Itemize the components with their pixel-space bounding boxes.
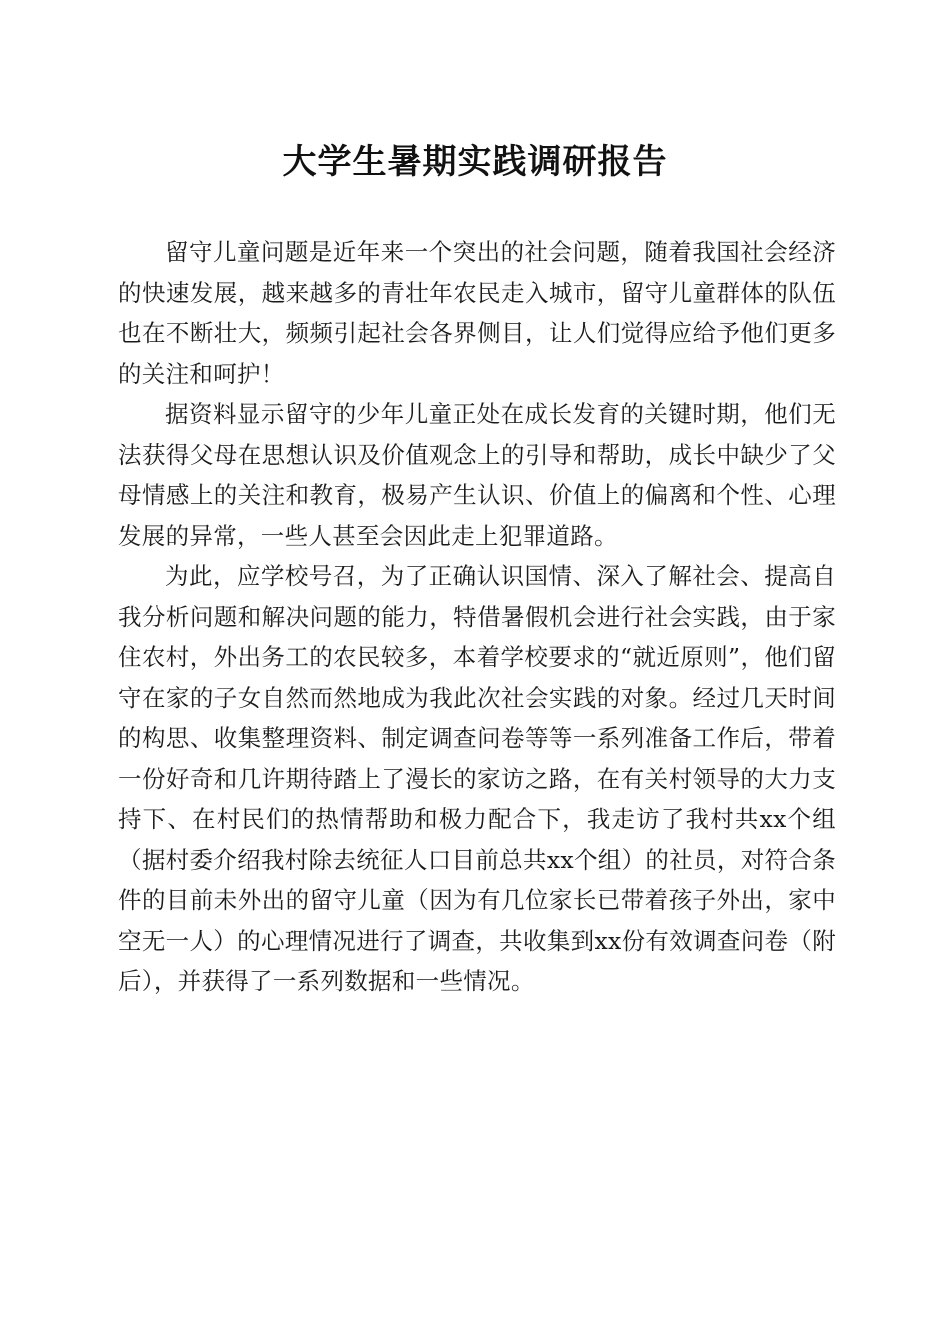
document-title: 大学生暑期实践调研报告 (282, 142, 668, 182)
paragraph-3: 为此，应学校号召，为了正确认识国情、深入了解社会、提高自我分析问题和解决问题的能力，特借暑假机会进行社会实践，由于家住农村，外出务工的农民较多，本着学校要求的“就近原则”，他们留守在家的子女自然而然地成为我此次社会实践的对象。经过几天时间的构思、收集整理资料、制定调查问卷等等一系列准备工作后，带着一份好奇和几许期待踏上了漫长的家访之路，在有关村领导的大力支持下、在村民们的热情帮助和极力配合下，我走访了我村共xx个组（据村委介绍我村除去统征人口目前总共xx个组）的社员，对符合条件的目前未外出的留守儿童（因为有几位家长已带着孩子外出，家中空无一人）的心理情况进行了调查，共收集到xx份有效调查问卷（附后），并获得了一系列数据和一些情况。 (118, 562, 836, 995)
document-body (118, 232, 836, 1002)
paragraph-1: 留守儿童问题是近年来一个突出的社会问题，随着我国社会经济的快速发展，越来越多的青壮年农民走入城市，留守儿童群体的队伍也在不断壮大，频频引起社会各界侧目，让人们觉得应给予他们更多的关注和呵护！ (118, 238, 836, 388)
paragraph-2: 据资料显示留守的少年儿童正处在成长发育的关键时期，他们无法获得父母在思想认识及价值观念上的引导和帮助，成长中缺少了父母情感上的关注和教育，极易产生认识、价值上的偏离和个性、心理发展的异常，一些人甚至会因此走上犯罪道路。 (118, 400, 836, 550)
